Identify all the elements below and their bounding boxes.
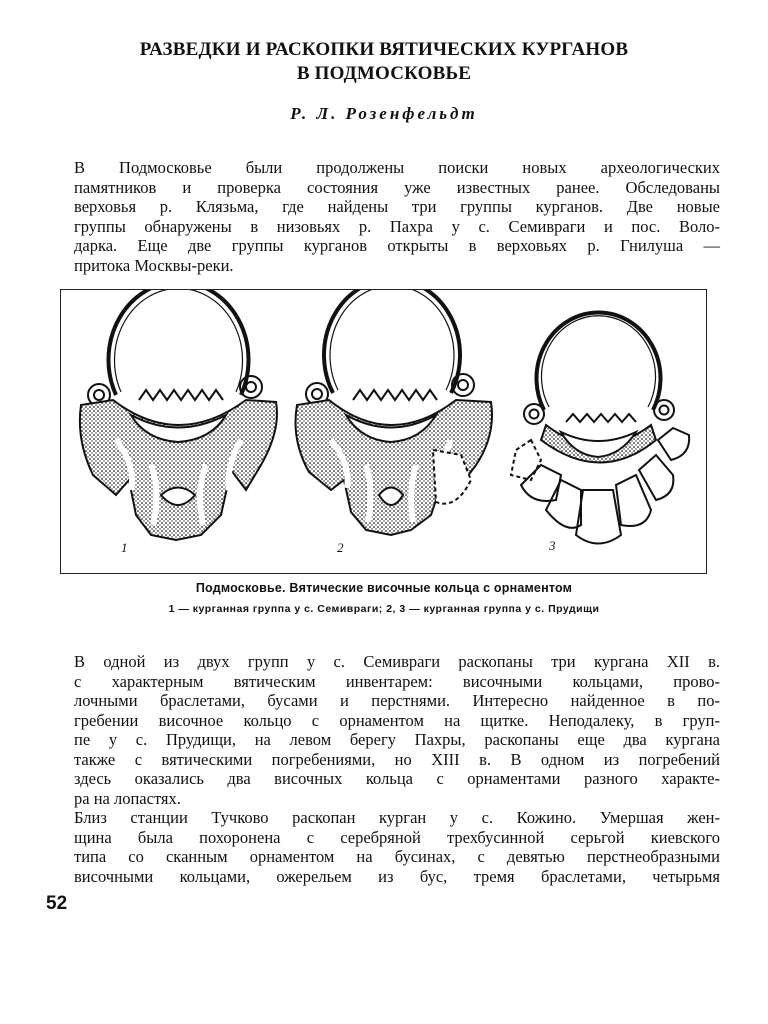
paragraph-3-line: щина была похоронена с серебряной трехбусинной серьгой киевского	[74, 827, 720, 847]
paragraph-3-line: Близ станции Тучково раскопан курган у с. Кожино. Умершая жен-	[74, 808, 720, 827]
paragraph-3	[74, 808, 720, 886]
temple-ring-1-drawing	[80, 290, 277, 540]
figure-temple-rings	[60, 289, 707, 574]
author-name: Р. Л. Розенфельдт	[290, 104, 478, 123]
temple-ring-2-drawing	[296, 290, 493, 535]
paragraph-3-line: типа со сканным орнаментом на бусинах, с девятью перстнеобразными	[74, 847, 720, 866]
paragraph-1	[74, 158, 720, 275]
article-title	[0, 38, 768, 86]
temple-ring-3-drawing	[511, 313, 689, 544]
paragraph-1-line: верховья р. Клязьма, где найдены три группы курганов. Две новые	[74, 197, 720, 216]
paragraph-1-line: В Подмосковье были продолжены поиски новых археологических	[74, 158, 720, 177]
paragraph-1-line: памятников и проверка состояния уже известных ранее. Обследованы	[74, 177, 720, 197]
article-title-line-2: В ПОДМОСКОВЬЕ	[296, 63, 472, 84]
article-title-line-1: РАЗВЕДКИ И РАСКОПКИ ВЯТИЧЕСКИХ КУРГАНОВ	[139, 39, 629, 60]
paragraph-2	[74, 652, 720, 808]
paragraph-2-line: В одной из двух групп у с. Семивраги раскопаны три кургана XII в.	[74, 652, 720, 671]
paragraph-1-line: дарка. Еще две группы курганов открыты в верховьях р. Гнилуша —	[74, 236, 720, 255]
paragraph-2-line: с характерным вятическим инвентарем: височными кольцами, прово-	[74, 671, 720, 691]
figure-number-1: 1	[121, 540, 128, 555]
paragraph-2-line: также с вятическими погребениями, но XIII в. В одном из погребений	[74, 749, 720, 769]
paragraph-1-line: группы обнаружены в низовьях р. Пахра у с. Семивраги и пос. Воло-	[74, 216, 720, 236]
figure-caption: Подмосковье. Вятические височные кольца с орнаментом	[195, 581, 573, 595]
figure-number-3: 3	[549, 538, 556, 553]
page-number: 52	[46, 893, 68, 914]
paragraph-2-line: гребении височное кольцо с орнаментом на щитке. Неподалеку, в груп-	[74, 710, 720, 730]
paragraph-3-line: височными кольцами, ожерельем из бус, тремя браслетами, четырьмя	[74, 866, 720, 886]
paragraph-2-line: пе у с. Прудищи, на левом берегу Пахры, раскопаны еще два кургана	[74, 730, 720, 749]
paragraph-2-line: здесь оказались два височных кольца с орнаментами разного характе-	[74, 769, 720, 788]
temple-rings-illustration	[61, 290, 706, 573]
figure-subcaption: 1 — курганная группа у с. Семивраги; 2, 3 — курганная группа у с. Прудищи	[168, 603, 600, 615]
paragraph-1-line: притока Москвы-реки.	[74, 255, 234, 275]
paragraph-2-line: лочными браслетами, бусами и перстнями. Интересно найденное в по-	[74, 691, 720, 710]
paragraph-2-line: ра на лопастях.	[74, 788, 181, 808]
figure-number-2: 2	[337, 540, 344, 555]
